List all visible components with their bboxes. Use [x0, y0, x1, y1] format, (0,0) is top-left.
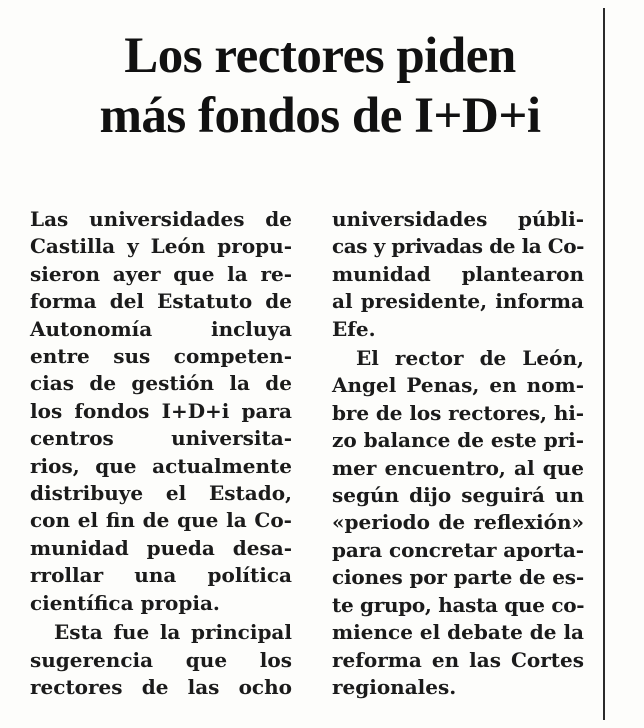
body-line: reforma en las Cortes [332, 647, 584, 672]
body-line: entre sus competen- [30, 344, 292, 369]
body-line: Autonomía incluya [30, 316, 292, 341]
body-line: bre de los rectores, hi- [332, 400, 585, 425]
body-line: munidad pueda desa- [30, 535, 292, 560]
body-line: te grupo, hasta que co- [332, 592, 585, 617]
body-line: munidad plantearon [332, 261, 584, 286]
body-line: cas y privadas de la Co- [332, 234, 584, 259]
body-line: El rector de León, [356, 346, 584, 371]
body-line: para concretar aporta- [332, 537, 584, 562]
body-line: científica propia. [30, 590, 220, 615]
body-line: rios, que actualmente [30, 453, 292, 478]
body-line: sieron ayer que la re- [30, 261, 292, 286]
body-line: al presidente, informa [332, 289, 584, 314]
body-line: Esta fue la principal [54, 620, 292, 645]
article-headline [40, 26, 600, 146]
body-line: rectores de las ocho [30, 674, 292, 699]
body-line: Efe. [332, 316, 376, 341]
body-line: rrollar una política [30, 563, 292, 588]
body-line: distribuye el Estado, [30, 481, 292, 506]
column-divider-rule [603, 8, 605, 720]
body-line: Las universidades de [30, 207, 292, 231]
body-line: según dijo seguirá un [332, 483, 584, 508]
body-line: regionales. [332, 674, 457, 699]
body-line: Angel Penas, en nom- [332, 373, 584, 398]
body-line: Castilla y León propu- [30, 234, 292, 259]
body-line: zo balance de este pri- [332, 428, 584, 453]
body-line: mience el debate de la [332, 620, 584, 645]
headline-line-1: Los rectores piden [124, 28, 516, 84]
body-line: con el fin de que la Co- [30, 508, 292, 533]
body-line: forma del Estatuto de [30, 289, 292, 314]
article-column-right [332, 206, 584, 701]
body-line: sugerencia que los [30, 647, 292, 672]
body-line: centros universita- [30, 426, 292, 451]
body-line: ciones por parte de es- [332, 565, 584, 590]
body-line: mer encuentro, al que [332, 455, 584, 480]
article-column-left [30, 206, 292, 701]
headline-line-2: más fondos de I+D+i [99, 88, 541, 144]
body-line: universidades públi- [332, 207, 584, 231]
body-line: cias de gestión la de [30, 371, 292, 396]
body-line: los fondos I+D+i para [30, 398, 292, 423]
body-line: «periodo de reflexión» [332, 510, 584, 535]
